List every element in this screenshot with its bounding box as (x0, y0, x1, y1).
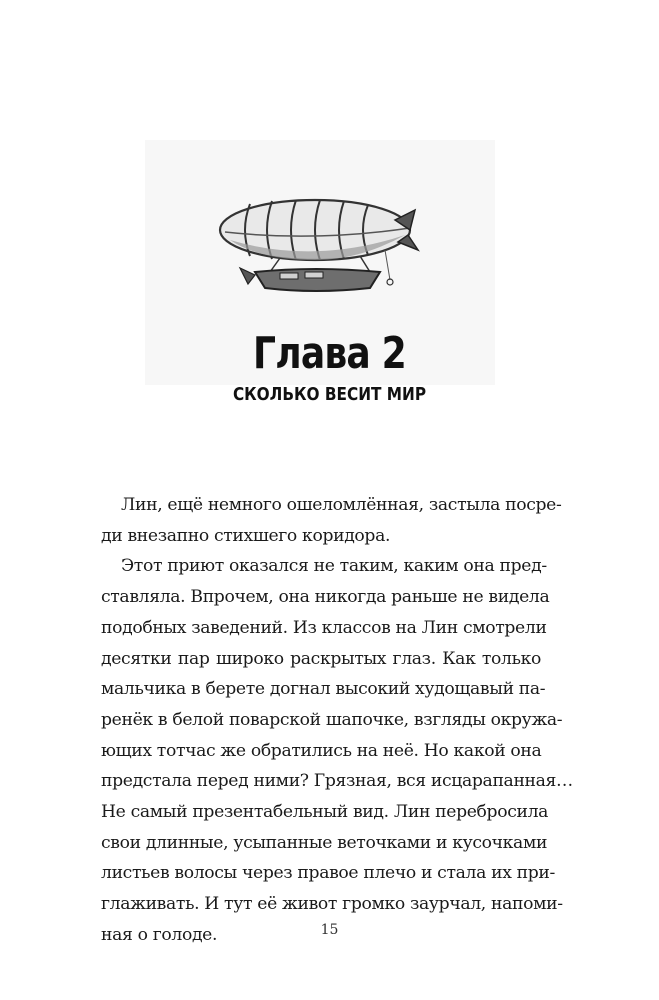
text-line: листьев волосы через правое плечо и стала их при- (101, 863, 555, 884)
chapter-subtitle: СКОЛЬКО ВЕСИТ МИР (232, 384, 427, 405)
page-number: 15 (320, 922, 339, 938)
chapter-title: Глава 2 (253, 328, 406, 379)
text-line: свои длинные, усыпанные веточками и кусочками (101, 832, 548, 853)
text-line: десятки пар широко раскрытых глаз. Как только (101, 648, 541, 669)
text-line: ди внезапно стихшего коридора. (101, 525, 391, 546)
text-line: ренёк в белой поварской шапочке, взгляды окружа- (101, 709, 563, 730)
chapter-body (101, 490, 573, 951)
text-line: Лин, ещё немного ошеломлённая, застыла посре- (121, 495, 562, 515)
text-line: Не самый презентабельный вид. Лин перебросила (101, 802, 549, 823)
text-line: Этот приют оказался не таким, каким она пред- (121, 556, 547, 577)
text-line: ставляла. Впрочем, она никогда раньше не видела (101, 587, 550, 608)
text-line: ющих тотчас же обратились на неё. Но какой она (101, 740, 542, 761)
text-line: предстала перед ними? Грязная, вся исцарапанная… (101, 771, 573, 792)
airship-icon (210, 180, 430, 300)
text-line: подобных заведений. Из классов на Лин смотрели (101, 617, 547, 638)
text-line: ная о голоде. (101, 924, 218, 945)
text-line: мальчика в берете догнал высокий худощавый па- (101, 679, 546, 700)
text-line: глаживать. И тут её живот громко заурчал, напоми- (101, 894, 563, 915)
